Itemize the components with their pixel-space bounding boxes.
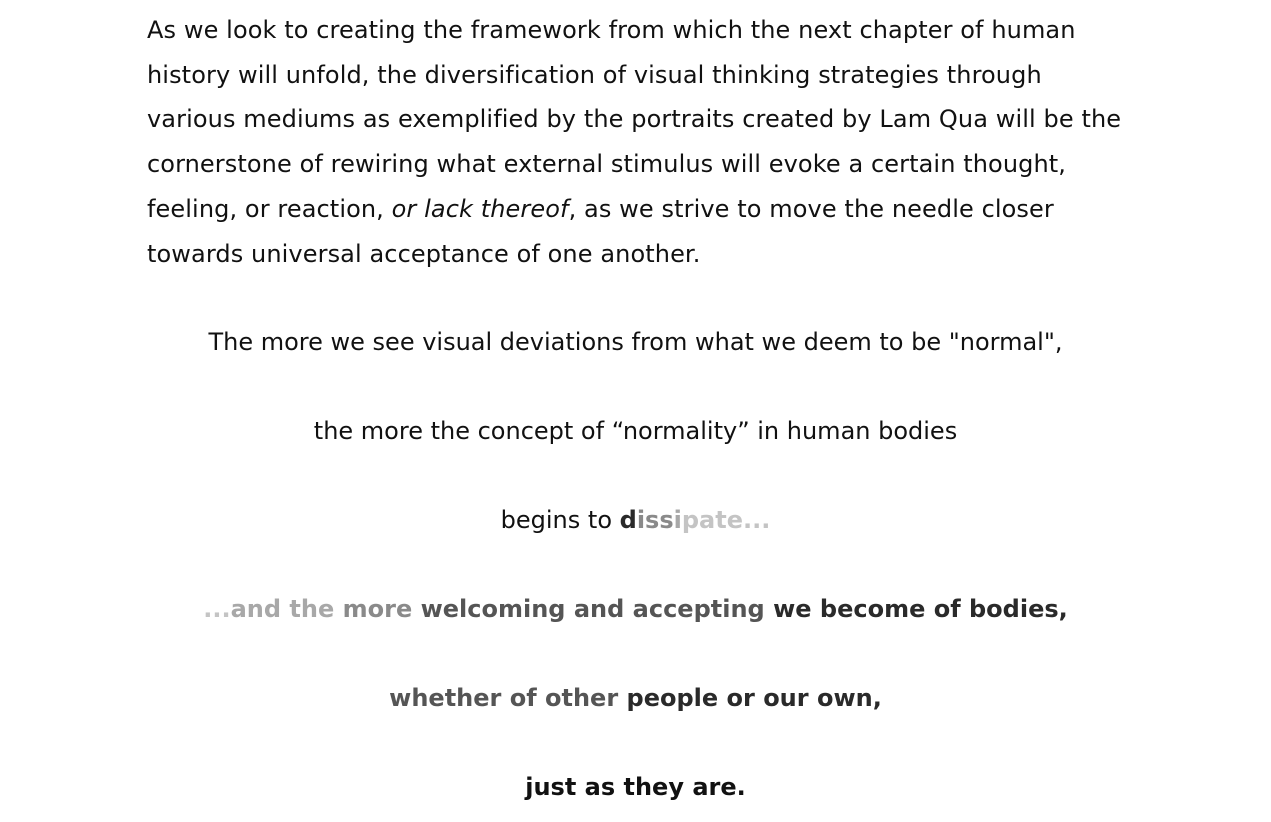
poem-line-3 (0, 504, 1271, 536)
poem-line-3-lead: begins to (500, 506, 620, 534)
poem-line-4-dots: ... (203, 595, 231, 623)
poem-line-5 (0, 682, 1271, 714)
paragraph-italic-phrase: or lack thereof (391, 194, 569, 223)
poem-line-3-i: i (673, 506, 682, 534)
poem-line-2: the more the concept of “normality” in human bodies (313, 417, 958, 445)
poem-line-4-more: more (342, 595, 421, 623)
poem-line-4-rest: we become of bodies, (773, 595, 1068, 623)
poem-line-1: The more we see visual deviations from what we deem to be "normal", (208, 328, 1063, 356)
poem-line-3-pate: pate... (681, 506, 771, 534)
poem-line-4-and-the: and the (230, 595, 343, 623)
poem-line-3-iss: iss (636, 506, 674, 534)
poem-line-6: just as they are. (525, 773, 746, 801)
poem-line-4-welcoming: welcoming and accepting (420, 595, 774, 623)
poem-line-5-rest: people or our own, (626, 684, 882, 712)
body-paragraph (147, 8, 1137, 276)
poem-line-3-d: d (619, 506, 637, 534)
paragraph-text-start: As we look to creating the framework from which the next chapter of human history will unfold, the diversification of visual thinking strategies through various mediums as exemplified by the portraits created by Lam Qua will be the cornerstone of rewiring what external stimulus will evoke a certain thought, feeling, or reaction, (147, 16, 1122, 223)
paragraph-text-end: , as we strive to move the needle closer towards universal acceptance of one another. (147, 194, 1054, 268)
poem-line-5-whether: whether of other (389, 684, 627, 712)
poem-line-4 (0, 593, 1271, 625)
